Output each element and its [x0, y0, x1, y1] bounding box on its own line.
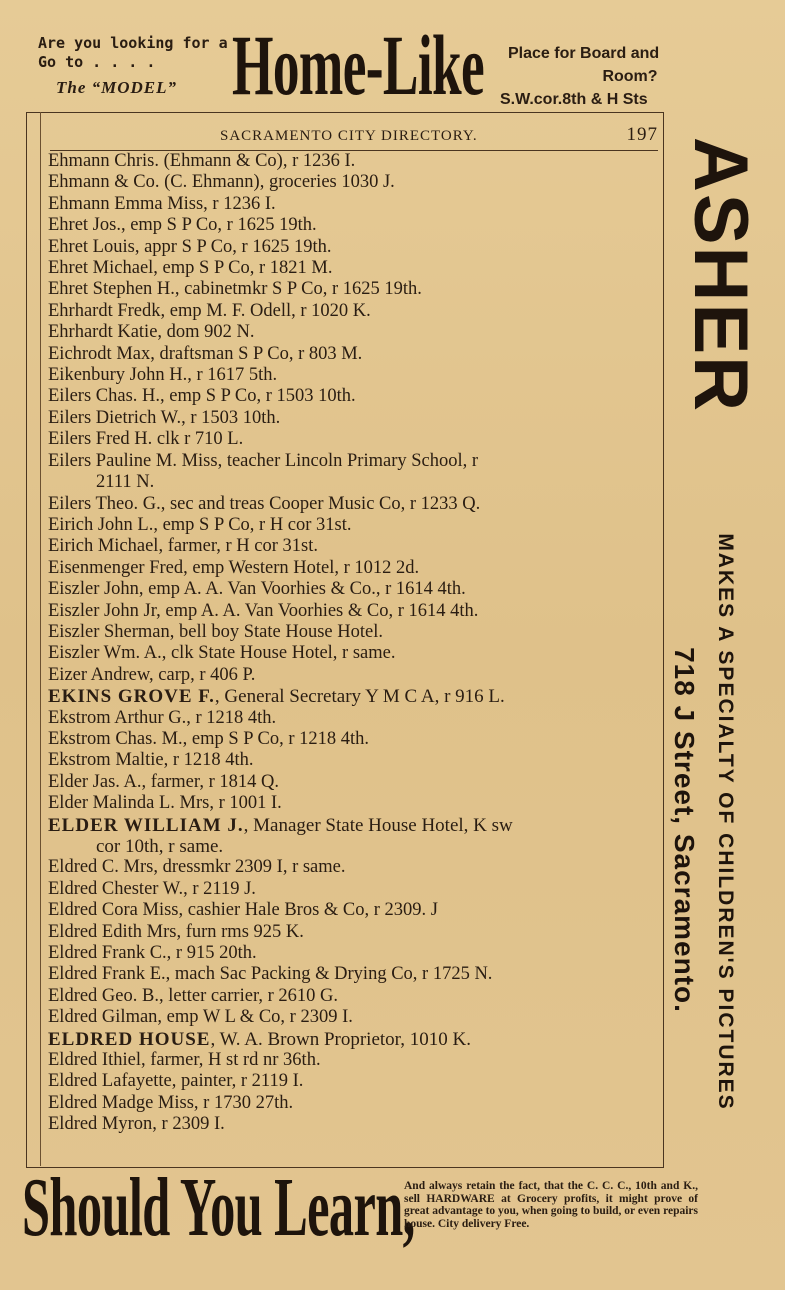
entry-continuation: cor 10th, r same.	[96, 836, 224, 857]
entry-text: , W. A. Brown Proprietor, 1010 K.	[210, 1028, 471, 1050]
entry-text: Elder Malinda L. Mrs, r 1001 I.	[48, 793, 282, 814]
entry-text: Eldred Madge Miss, r 1730 27th.	[48, 1092, 294, 1113]
entry-text: Ekstrom Chas. M., emp S P Co, r 1218 4th.	[48, 728, 370, 749]
directory-entry	[48, 900, 653, 921]
directory-entry	[48, 558, 653, 579]
entry-text: Eikenbury John H., r 1617 5th.	[48, 365, 278, 386]
directory-entry	[48, 1071, 653, 1092]
directory-entry	[48, 793, 653, 814]
entry-text: Eldred Cora Miss, cashier Hale Bros & Co, r 2309. J	[48, 900, 438, 921]
entry-text: Ehrhardt Katie, dom 902 N.	[48, 322, 255, 343]
asher-ad-address: 718 J Street, Sacramento.	[669, 647, 700, 1013]
entry-text: Eldred Gilman, emp W L & Co, r 2309 I.	[48, 1007, 353, 1028]
entry-text: Eldred Chester W., r 2119 J.	[48, 878, 256, 899]
directory-entry	[48, 857, 653, 878]
directory-entry	[48, 237, 653, 258]
entry-text: Ehmann & Co. (C. Ehmann), groceries 1030 J.	[48, 172, 395, 193]
entry-text: Ehmann Emma Miss, r 1236 I.	[48, 193, 276, 214]
entry-text: Eisenmenger Fred, emp Western Hotel, r 1012 2d.	[48, 557, 420, 578]
directory-entry	[48, 729, 653, 750]
entry-text: Eldred Geo. B., letter carrier, r 2610 G.	[48, 985, 339, 1006]
entry-text: Eldred Frank C., r 915 20th.	[48, 943, 257, 964]
directory-entry	[48, 429, 653, 450]
entry-bold-name: EKINS GROVE F.	[48, 686, 215, 708]
directory-entry	[48, 1029, 653, 1050]
page-header	[50, 124, 660, 148]
entry-text: Ehret Stephen H., cabinetmkr S P Co, r 1625 19th.	[48, 279, 422, 300]
directory-entry	[48, 1007, 653, 1028]
asher-ad-specialty: MAKES A SPECIALTY OF CHILDREN'S PICTURES	[714, 533, 737, 1111]
directory-entry	[48, 322, 653, 343]
top-right-line2: Room?	[602, 68, 658, 85]
directory-entry	[48, 301, 653, 322]
directory-entry	[48, 494, 653, 515]
directory-entry	[48, 1114, 653, 1135]
directory-entry	[48, 643, 653, 664]
entry-text: Eilers Chas. H., emp S P Co, r 1503 10th.	[48, 386, 356, 407]
entry-text: Eldred Ithiel, farmer, H st rd nr 36th.	[48, 1050, 321, 1071]
page-title: SACRAMENTO CITY DIRECTORY.	[220, 128, 478, 144]
directory-entry	[48, 386, 653, 407]
page-number: 197	[626, 124, 658, 145]
entry-text: , General Secretary Y M C A, r 916 L.	[214, 686, 505, 708]
directory-entry	[48, 750, 653, 771]
directory-entry	[48, 536, 653, 557]
directory-entry	[48, 151, 653, 172]
directory-entry	[48, 215, 653, 236]
directory-entry	[48, 451, 653, 494]
directory-entry	[48, 515, 653, 536]
top-left-line2: Go to . . . .	[38, 53, 156, 71]
entry-text: Eldred C. Mrs, dressmkr 2309 I, r same.	[48, 857, 346, 878]
entry-text: , Manager State House Hotel, K sw	[243, 814, 513, 836]
entry-text: Eldred Frank E., mach Sac Packing & Drying Co, r 1725 N.	[48, 964, 493, 985]
entry-text: Ehret Michael, emp S P Co, r 1821 M.	[48, 258, 333, 279]
directory-entry	[48, 964, 653, 985]
top-left-ad	[38, 34, 238, 97]
entry-text: Eilers Dietrich W., r 1503 10th.	[48, 407, 281, 428]
directory-entry	[48, 279, 653, 300]
entry-text: Elder Jas. A., farmer, r 1814 Q.	[48, 771, 279, 792]
entry-text: Eiszler John Jr, emp A. A. Van Voorhies & Co, r 1614 4th.	[48, 600, 479, 621]
entry-text: Eiszler John, emp A. A. Van Voorhies & Co., r 1614 4th.	[48, 579, 466, 600]
entry-text: Eiszler Wm. A., clk State House Hotel, r same.	[48, 643, 396, 664]
directory-entry	[48, 665, 653, 686]
directory-entry	[48, 172, 653, 193]
entry-text: Eiszler Sherman, bell boy State House Hotel.	[48, 621, 383, 642]
should-you-learn-headline: Should You Learn,	[22, 1161, 415, 1254]
directory-entry	[48, 1050, 653, 1071]
entry-text: Ehret Louis, appr S P Co, r 1625 19th.	[48, 236, 332, 257]
directory-entry	[48, 408, 653, 429]
entry-text: Eirich Michael, farmer, r H cor 31st.	[48, 536, 318, 557]
top-right-line3: S.W.cor.8th & H Sts	[500, 91, 648, 108]
directory-entry	[48, 365, 653, 386]
directory-entry	[48, 686, 653, 707]
directory-entry	[48, 622, 653, 643]
entry-text: Ekstrom Arthur G., r 1218 4th.	[48, 707, 277, 728]
directory-entry	[48, 922, 653, 943]
directory-entry	[48, 986, 653, 1007]
entry-text: Eilers Fred H. clk r 710 L.	[48, 429, 244, 450]
entry-text: Eldred Myron, r 2309 I.	[48, 1114, 225, 1135]
directory-entry	[48, 1093, 653, 1114]
directory-entry	[48, 815, 653, 858]
directory-entry	[48, 194, 653, 215]
directory-entry	[48, 708, 653, 729]
top-right-ad	[500, 42, 720, 111]
entry-continuation: 2111 N.	[96, 472, 155, 493]
directory-entry	[48, 258, 653, 279]
entry-text: Eldred Lafayette, painter, r 2119 I.	[48, 1071, 304, 1092]
entry-text: Eichrodt Max, draftsman S P Co, r 803 M.	[48, 343, 363, 364]
entry-text: Ekstrom Maltie, r 1218 4th.	[48, 750, 254, 771]
home-like-headline: Home-Like	[232, 17, 485, 113]
directory-entry	[48, 943, 653, 964]
entry-text: Ehrhardt Fredk, emp M. F. Odell, r 1020 K.	[48, 300, 371, 321]
directory-entry	[48, 772, 653, 793]
entry-text: Eizer Andrew, carp, r 406 P.	[48, 664, 256, 685]
directory-entries	[48, 151, 653, 1136]
top-left-model: The “MODEL”	[56, 78, 178, 97]
entry-text: Eirich John L., emp S P Co, r H cor 31st.	[48, 514, 352, 535]
directory-entry	[48, 344, 653, 365]
asher-ad-title: ASHER	[678, 136, 763, 414]
directory-entry	[48, 879, 653, 900]
entry-text: Ehmann Chris. (Ehmann & Co), r 1236 I.	[48, 151, 356, 171]
entry-text: Eldred Edith Mrs, furn rms 925 K.	[48, 921, 304, 942]
top-right-line1: Place for Board and	[508, 45, 660, 62]
entry-bold-name: ELDER WILLIAM J.	[48, 814, 244, 836]
entry-bold-name: ELDRED HOUSE	[48, 1028, 211, 1050]
entry-text: Eilers Theo. G., sec and treas Cooper Music Co, r 1233 Q.	[48, 493, 481, 514]
directory-entry	[48, 601, 653, 622]
entry-text: Ehret Jos., emp S P Co, r 1625 19th.	[48, 215, 317, 236]
bottom-ad-note: And always retain the fact, that the C. C. C., 10th and K., sell HARDWARE at Grocery profits, it might prove of great advantage to you, when going to build, or even repairs house. City delivery Free.	[404, 1180, 698, 1230]
entry-text: Eilers Pauline M. Miss, teacher Lincoln Primary School, r	[48, 450, 479, 471]
top-left-line1: Are you looking for a	[38, 34, 228, 52]
directory-entry	[48, 579, 653, 600]
